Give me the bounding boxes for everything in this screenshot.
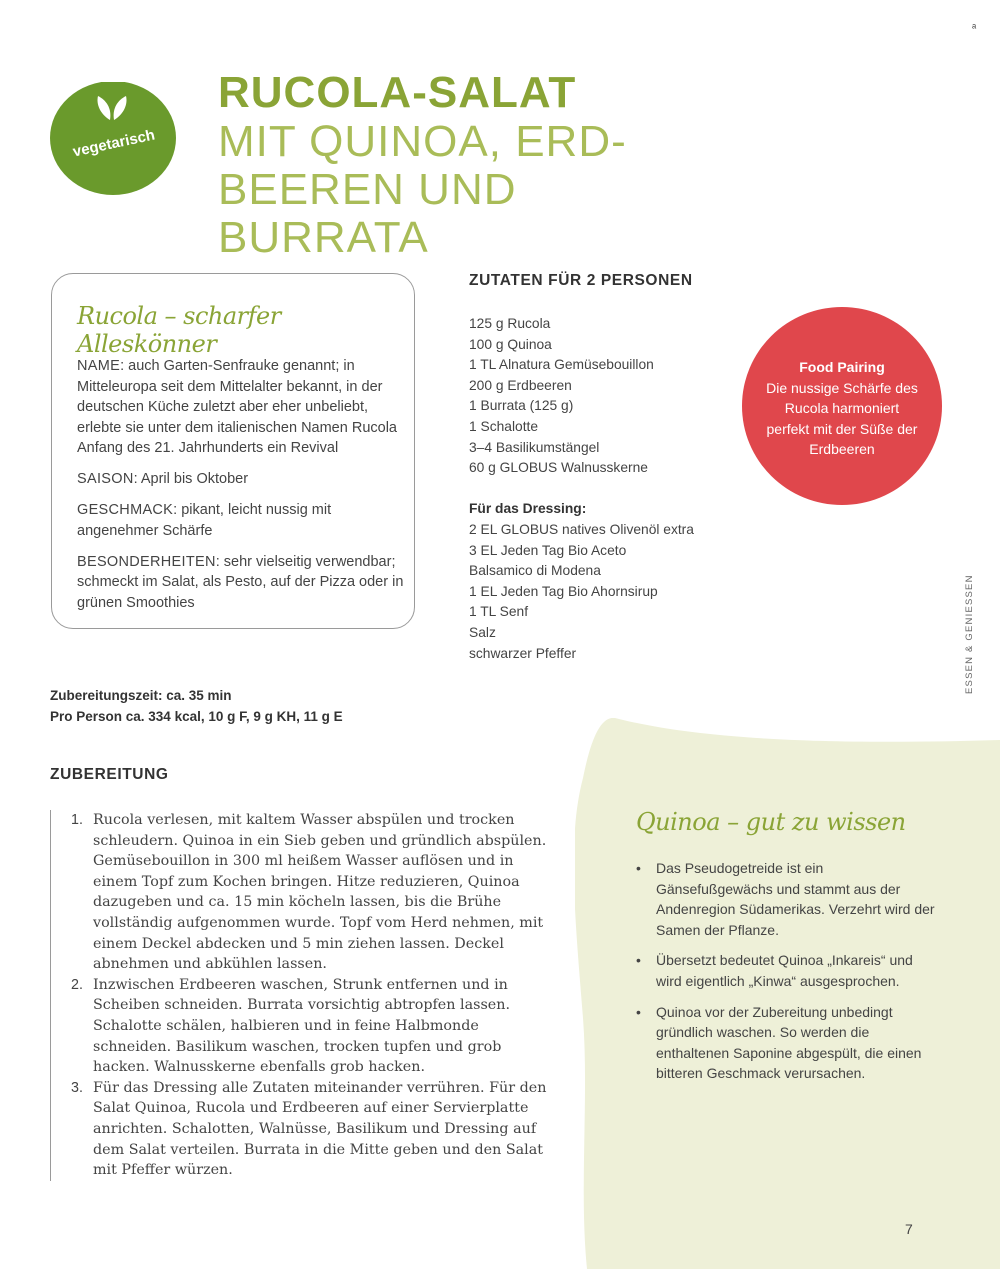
ingredient-item: 1 Burrata (125 g) — [469, 398, 574, 414]
dressing-item: schwarzer Pfeffer — [469, 645, 577, 661]
quinoa-fact: • Quinoa vor der Zubereitung unbedingt gründlich waschen. So werden die enthaltenen Saponine abgespült, die einen bitteren Geschmack verursachen. — [636, 1003, 922, 1082]
nutrition-per-person: Pro Person ca. 334 kcal, 10 g F, 9 g KH, 11 g E — [50, 709, 343, 724]
quinoa-facts-list — [636, 858, 936, 1094]
info-item-name: NAME: auch Garten-Senfrauke genannt; in Mitteleuropa seit dem Mittelalter bekannt, in der deutschen Küche zuletzt aber eher unbeliebt, erlebte sie unter dem italienischen Namen Rucola Anfang des 21. Jahrhunderts ein Revival — [77, 358, 397, 456]
prep-time: Zubereitungszeit: ca. 35 min — [50, 688, 232, 703]
dressing-item: 1 EL Jeden Tag Bio Ahornsirup — [469, 583, 658, 599]
bullet-icon: • — [636, 860, 641, 876]
preparation-step: 3. Für das Dressing alle Zutaten miteinander verrühren. Für den Salat Quinoa, Rucola und Erdbeeren auf einer Servierplatte anrichten. Schalotten, Walnüsse, Basilikum und Dressing auf dem Salat verteilen. Burrata in die Mitte geben und den Salat mit Pfeffer würzen. — [71, 1079, 547, 1179]
ingredient-item: 3–4 Basilikumstängel — [469, 439, 600, 455]
bullet-icon: • — [636, 1003, 641, 1020]
vegetarian-badge — [50, 82, 178, 196]
quinoa-fact: • Das Pseudogetreide ist ein Gänsefußgewächs und stammt aus der Andenregion Südamerikas. Verzehrt wird der Samen der Pflanze. — [636, 860, 935, 938]
rucola-info-box — [51, 273, 415, 629]
dressing-item: Salz — [469, 624, 496, 640]
section-side-label: ESSEN & GENIESSEN — [964, 574, 975, 694]
ingredients-heading: ZUTATEN FÜR 2 PERSONEN — [469, 272, 693, 289]
info-box-body — [77, 356, 407, 624]
ingredient-item: 60 g GLOBUS Walnusskerne — [469, 460, 648, 476]
dressing-item: 3 EL Jeden Tag Bio Aceto — [469, 542, 627, 558]
ingredient-item: 100 g Quinoa — [469, 336, 552, 352]
info-item-saison: SAISON: April bis Oktober — [77, 471, 249, 487]
quinoa-fact: • Übersetzt bedeutet Quinoa „Inkareis“ und wird eigentlich „Kinwa“ ausgesprochen. — [636, 952, 913, 989]
food-pairing-title: Food Pairing — [799, 359, 885, 375]
dressing-item: Balsamico di Modena — [469, 563, 601, 579]
vegetarian-badge-icon — [50, 82, 178, 196]
food-pairing-circle — [742, 307, 942, 505]
page-number: 7 — [905, 1221, 913, 1237]
dressing-item: 1 TL Senf — [469, 604, 529, 620]
ingredient-item: 1 Schalotte — [469, 418, 539, 434]
dressing-heading: Für das Dressing: — [469, 501, 587, 517]
dressing-item: 2 EL GLOBUS natives Olivenöl extra — [469, 521, 694, 537]
corner-mark: ᵃ — [972, 22, 977, 34]
preparation-heading: ZUBEREITUNG — [50, 766, 169, 783]
recipe-subtitle: MIT QUINOA, ERD-BEEREN UND BURRATA — [218, 117, 627, 262]
quinoa-box-heading: Quinoa – gut zu wissen — [636, 808, 906, 836]
ingredient-item: 125 g Rucola — [469, 316, 551, 331]
ingredients-list — [469, 314, 739, 664]
ingredient-item: 200 g Erdbeeren — [469, 377, 572, 393]
info-item-geschmack: GESCHMACK: pikant, leicht nussig mit angenehmer Schärfe — [77, 502, 332, 539]
preparation-step: 2. Inzwischen Erdbeeren waschen, Strunk entfernen und in Scheiben schneiden. Burrata vorsichtig abtropfen lassen. Schalotte schälen, halbieren und in feine Halbmonde schneiden. Basilikum waschen, trocken tupfen und grob hacken. Walnusskerne ebenfalls grob hacken. — [71, 976, 510, 1076]
bullet-icon: • — [636, 952, 641, 969]
ingredient-item: 1 TL Alnatura Gemüsebouillon — [469, 357, 654, 373]
preparation-step: 1. Rucola verlesen, mit kaltem Wasser abspülen und trocken schleudern. Quinoa in ein Sieb geben und gründlich abspülen. Gemüsebouillon in 300 ml heißem Wasser auflösen und in einem Topf zum Kochen bringen. Hitze reduzieren, Quinoa dazugeben und ca. 15 min köcheln lassen, bis die Brühe vollständig aufgenommen wurde. Topf vom Herd nehmen, mit einem Deckel abdecken und 5 min ziehen lassen. Deckel abnehmen und abkühlen lassen. — [71, 812, 547, 973]
nutrition-info — [50, 685, 343, 727]
info-item-besonderheiten: BESONDERHEITEN: sehr vielseitig verwendbar; schmeckt im Salat, als Pesto, auf der Pizza oder in grünen Smoothies — [77, 553, 404, 611]
preparation-steps — [50, 810, 547, 1181]
badge-label: vegetarisch — [71, 126, 157, 161]
recipe-title: RUCOLA-SALAT — [218, 68, 577, 117]
food-pairing-text: Die nussige Schärfe des Rucola harmoniert perfekt mit der Süße der Erdbeeren — [766, 379, 918, 457]
info-box-heading: Rucola – scharfer Alleskönner — [77, 302, 281, 358]
